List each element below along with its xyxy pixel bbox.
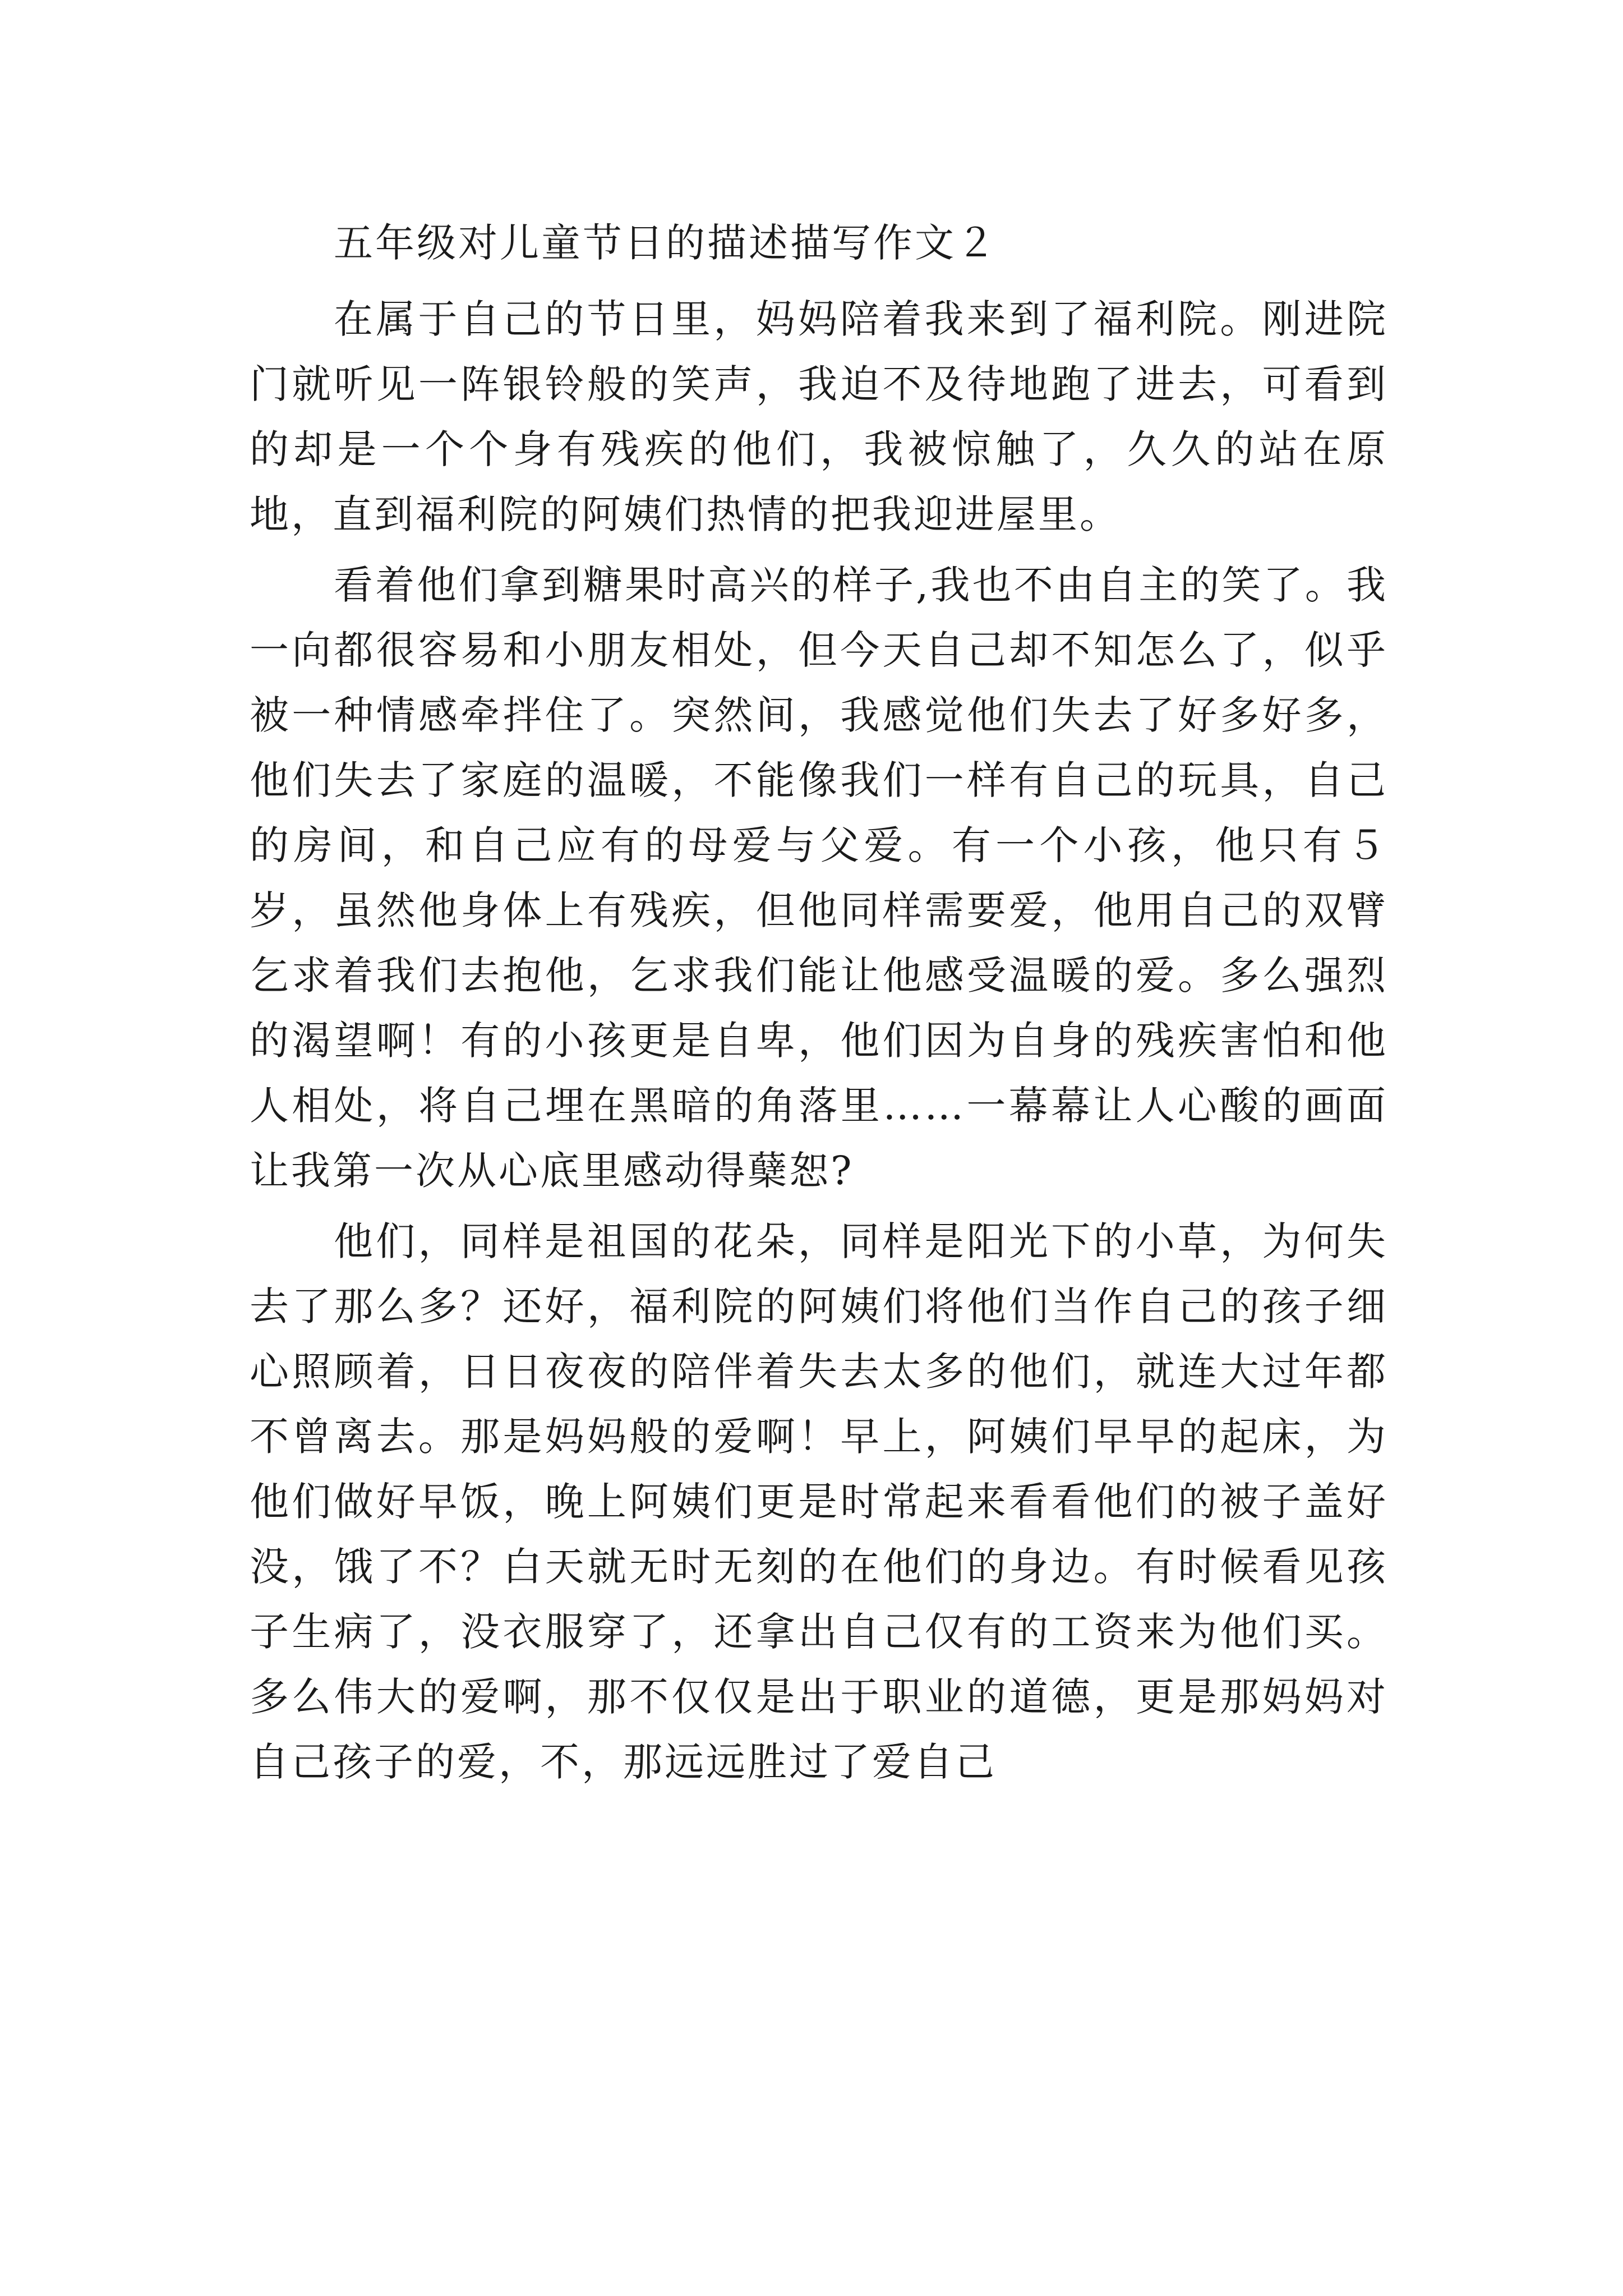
paragraph-3: 他们，同样是祖国的花朵，同样是阳光下的小草，为何失去了那么多？还好，福利院的阿姨们将他们当作自己的孩子细心照顾着，日日夜夜的陪伴着失去太多的他们，就连大过年都不曾离去。那是妈妈般的爱啊！早上，阿姨们早早的起床，为他们做好早饭，晚上阿姨们更是时常起来看看他们的被子盖好没，饿了不？白天就无时无刻的在他们的身边。有时候看见孩子生病了，没衣服穿了，还拿出自己仅有的工资来为他们买。多么伟大的爱啊，那不仅仅是出于职业的道德，更是那妈妈对自己孩子的爱，不，那远远胜过了爱自己 bbox=[250, 1218, 1388, 1785]
paragraph-2: 看着他们拿到糖果时高兴的样子,我也不由自主的笑了。我一向都很容易和小朋友相处，但今天自己却不知怎么了，似乎被一种情感牵拌住了。突然间，我感觉他们失去了好多好多，他们失去了家庭的温暖，不能像我们一样有自己的玩具，自己的房间，和自己应有的母爱与父爱。有一个小孩，他只有５岁，虽然他身体上有残疾，但他同样需要爱，他用自己的双臂乞求着我们去抱他，乞求我们能让他感受温暖的爱。多么强烈的渴望啊！有的小孩更是自卑，他们因为自身的残疾害怕和他人相处，将自己埋在黑暗的角落里……一幕幕让人心酸的画面让我第一次从心底里感动得蘖恕? bbox=[250, 562, 1388, 1194]
paragraph-1: 在属于自己的节日里，妈妈陪着我来到了福利院。刚进院门就听见一阵银铃般的笑声，我迫不及待地跑了进去，可看到的却是一个个身有残疾的他们，我被惊触了，久久的站在原地，直到福利院的阿姨们热情的把我迎进屋里。 bbox=[250, 296, 1388, 537]
document-title: 五年级对儿童节日的描述描写作文２ bbox=[334, 220, 998, 266]
document-body bbox=[250, 210, 1388, 1800]
